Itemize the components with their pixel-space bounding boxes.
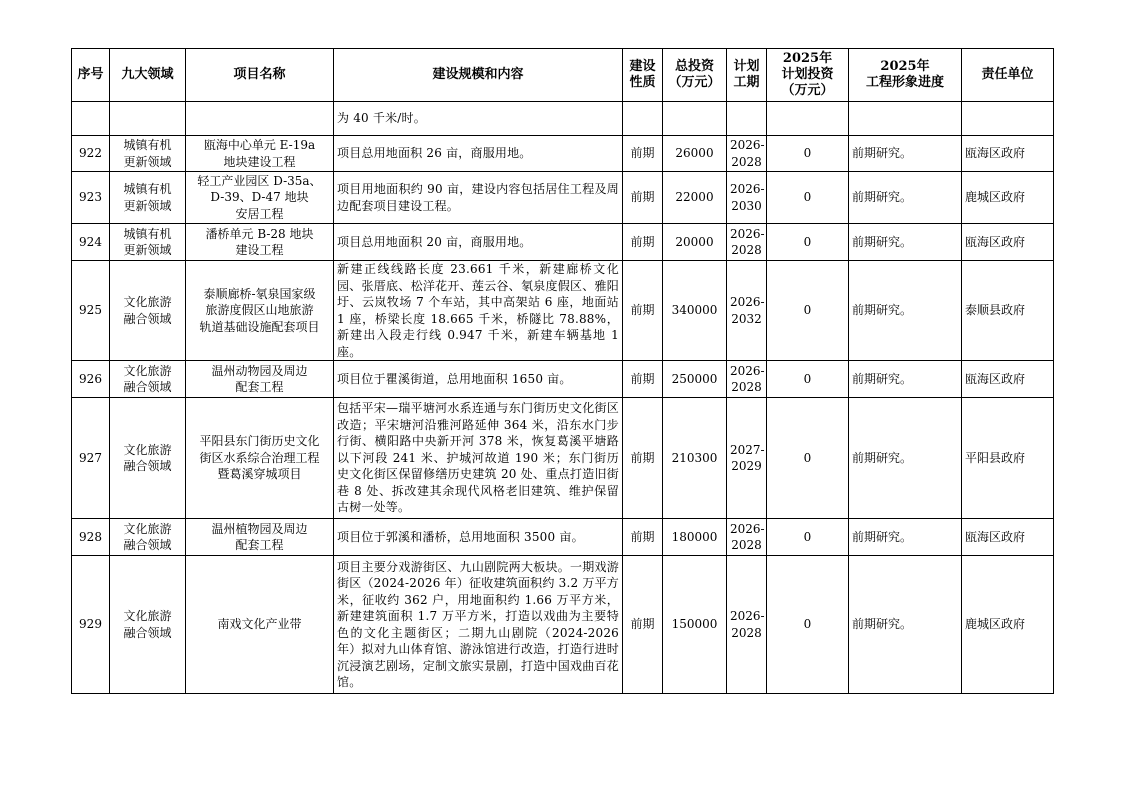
cell-total-investment: 150000	[663, 556, 727, 694]
cell-scale: 包括平宋—瑞平塘河水系连通与东门街历史文化街区改造；平宋塘河沿雅河路延伸 364 米，沿东水门步行街、横阳路中央新开河 378 米，恢复葛溪平塘路以下河段 241 米、护城河故道 190 米；东门街历史文化街区保留修缮历史建筑 20 处、重点打造旧街巷 8 处、拆改建其余现代风格老旧建筑、维护保留古树一处等。	[334, 398, 623, 519]
cell-plan-2025: 0	[767, 519, 849, 556]
cell-progress: 前期研究。	[849, 519, 962, 556]
cell-domain: 文化旅游 融合领域	[110, 556, 186, 694]
cell-plan-2025: 0	[767, 398, 849, 519]
continuation-cell	[110, 102, 186, 136]
cell-plan-2025: 0	[767, 224, 849, 261]
cell-nature: 前期	[623, 556, 663, 694]
cell-scale: 项目位于郭溪和潘桥，总用地面积 3500 亩。	[334, 519, 623, 556]
cell-nature: 前期	[623, 172, 663, 224]
header-scale: 建设规模和内容	[334, 49, 623, 102]
cell-total-investment: 22000	[663, 172, 727, 224]
cell-total-investment: 20000	[663, 224, 727, 261]
cell-period: 2026- 2030	[727, 172, 767, 224]
cell-total-investment: 250000	[663, 361, 727, 398]
header-progress-2025: 2025年 工程形象进度	[849, 49, 962, 102]
cell-responsible-unit: 瓯海区政府	[962, 361, 1054, 398]
cell-progress: 前期研究。	[849, 398, 962, 519]
header-domain: 九大领域	[110, 49, 186, 102]
project-table	[71, 48, 1054, 694]
cell-domain: 城镇有机 更新领域	[110, 136, 186, 172]
continuation-cell	[962, 102, 1054, 136]
table-row	[72, 361, 1054, 398]
cell-plan-2025: 0	[767, 361, 849, 398]
cell-seq: 928	[72, 519, 110, 556]
table-row	[72, 136, 1054, 172]
cell-plan-2025: 0	[767, 556, 849, 694]
cell-project-name: 瓯海中心单元 E-19a 地块建设工程	[186, 136, 334, 172]
cell-total-investment: 180000	[663, 519, 727, 556]
cell-progress: 前期研究。	[849, 556, 962, 694]
continuation-row	[72, 102, 1054, 136]
cell-seq: 926	[72, 361, 110, 398]
cell-project-name: 温州植物园及周边 配套工程	[186, 519, 334, 556]
cell-scale: 项目用地面积约 90 亩，建设内容包括居住工程及周边配套项目建设工程。	[334, 172, 623, 224]
continuation-scale: 为 40 千米/时。	[334, 102, 623, 136]
cell-nature: 前期	[623, 261, 663, 361]
cell-plan-2025: 0	[767, 136, 849, 172]
cell-responsible-unit: 鹿城区政府	[962, 556, 1054, 694]
cell-responsible-unit: 瓯海区政府	[962, 224, 1054, 261]
cell-nature: 前期	[623, 224, 663, 261]
cell-nature: 前期	[623, 519, 663, 556]
cell-progress: 前期研究。	[849, 224, 962, 261]
cell-period: 2026- 2028	[727, 556, 767, 694]
cell-domain: 文化旅游 融合领域	[110, 361, 186, 398]
cell-project-name: 温州动物园及周边 配套工程	[186, 361, 334, 398]
header-name: 项目名称	[186, 49, 334, 102]
cell-domain: 城镇有机 更新领域	[110, 172, 186, 224]
cell-scale: 新建正线线路长度 23.661 千米，新建廊桥文化园、张厝底、松洋花开、莲云谷、氡泉度假区、雅阳圩、云岚牧场 7 个车站，其中高架站 6 座，地面站 1 座，桥梁长度 18.665 千米，桥隧比 78.88%，新建出入段走行线 0.947 千米，新建车辆基地 1 座。	[334, 261, 623, 361]
cell-scale: 项目主要分戏游街区、九山剧院两大板块。一期戏游街区（2024-2026 年）征收建筑面积约 3.2 万平方米，征收约 362 户，用地面积约 1.66 万平方米，新建建筑面积 1.7 万平方米，打造以戏曲为主要特色的文化主题街区；二期九山剧院（2024-2026 年）拟对九山体育馆、游泳馆进行改造，打造行进时沉浸演艺剧场，定制文旅实景剧，打造中国戏曲百花馆。	[334, 556, 623, 694]
cell-seq: 924	[72, 224, 110, 261]
continuation-cell	[186, 102, 334, 136]
cell-project-name: 泰顺廊桥-氡泉国家级 旅游度假区山地旅游 轨道基础设施配套项目	[186, 261, 334, 361]
continuation-cell	[663, 102, 727, 136]
cell-responsible-unit: 瓯海区政府	[962, 136, 1054, 172]
cell-scale: 项目总用地面积 26 亩，商服用地。	[334, 136, 623, 172]
cell-progress: 前期研究。	[849, 172, 962, 224]
cell-progress: 前期研究。	[849, 361, 962, 398]
cell-project-name: 南戏文化产业带	[186, 556, 334, 694]
cell-plan-2025: 0	[767, 261, 849, 361]
cell-progress: 前期研究。	[849, 136, 962, 172]
cell-scale: 项目位于瞿溪街道，总用地面积 1650 亩。	[334, 361, 623, 398]
cell-total-investment: 26000	[663, 136, 727, 172]
header-plan-2025: 2025年 计划投资 （万元）	[767, 49, 849, 102]
cell-seq: 925	[72, 261, 110, 361]
cell-nature: 前期	[623, 136, 663, 172]
cell-seq: 923	[72, 172, 110, 224]
continuation-cell	[623, 102, 663, 136]
cell-period: 2026- 2032	[727, 261, 767, 361]
header-row	[72, 49, 1054, 102]
cell-responsible-unit: 瓯海区政府	[962, 519, 1054, 556]
header-seq: 序号	[72, 49, 110, 102]
cell-period: 2027- 2029	[727, 398, 767, 519]
table-row	[72, 172, 1054, 224]
cell-seq: 929	[72, 556, 110, 694]
cell-domain: 文化旅游 融合领域	[110, 398, 186, 519]
cell-period: 2026- 2028	[727, 224, 767, 261]
cell-domain: 文化旅游 融合领域	[110, 519, 186, 556]
header-nature: 建设 性质	[623, 49, 663, 102]
table-row	[72, 556, 1054, 694]
cell-nature: 前期	[623, 398, 663, 519]
continuation-cell	[849, 102, 962, 136]
cell-project-name: 轻工产业园区 D-35a、 D-39、D-47 地块 安居工程	[186, 172, 334, 224]
cell-nature: 前期	[623, 361, 663, 398]
cell-seq: 922	[72, 136, 110, 172]
cell-domain: 城镇有机 更新领域	[110, 224, 186, 261]
cell-progress: 前期研究。	[849, 261, 962, 361]
table-row	[72, 224, 1054, 261]
header-period: 计划 工期	[727, 49, 767, 102]
continuation-cell	[72, 102, 110, 136]
cell-period: 2026- 2028	[727, 361, 767, 398]
cell-domain: 文化旅游 融合领域	[110, 261, 186, 361]
cell-scale: 项目总用地面积 20 亩，商服用地。	[334, 224, 623, 261]
cell-period: 2026- 2028	[727, 519, 767, 556]
cell-project-name: 平阳县东门街历史文化 街区水系综合治理工程 暨葛溪穿城项目	[186, 398, 334, 519]
table-row	[72, 261, 1054, 361]
continuation-cell	[767, 102, 849, 136]
cell-period: 2026- 2028	[727, 136, 767, 172]
cell-responsible-unit: 泰顺县政府	[962, 261, 1054, 361]
cell-plan-2025: 0	[767, 172, 849, 224]
cell-responsible-unit: 平阳县政府	[962, 398, 1054, 519]
cell-project-name: 潘桥单元 B-28 地块 建设工程	[186, 224, 334, 261]
table-row	[72, 519, 1054, 556]
header-responsible-unit: 责任单位	[962, 49, 1054, 102]
cell-seq: 927	[72, 398, 110, 519]
header-total-investment: 总投资 （万元）	[663, 49, 727, 102]
continuation-cell	[727, 102, 767, 136]
cell-total-investment: 340000	[663, 261, 727, 361]
cell-total-investment: 210300	[663, 398, 727, 519]
table-row	[72, 398, 1054, 519]
cell-responsible-unit: 鹿城区政府	[962, 172, 1054, 224]
